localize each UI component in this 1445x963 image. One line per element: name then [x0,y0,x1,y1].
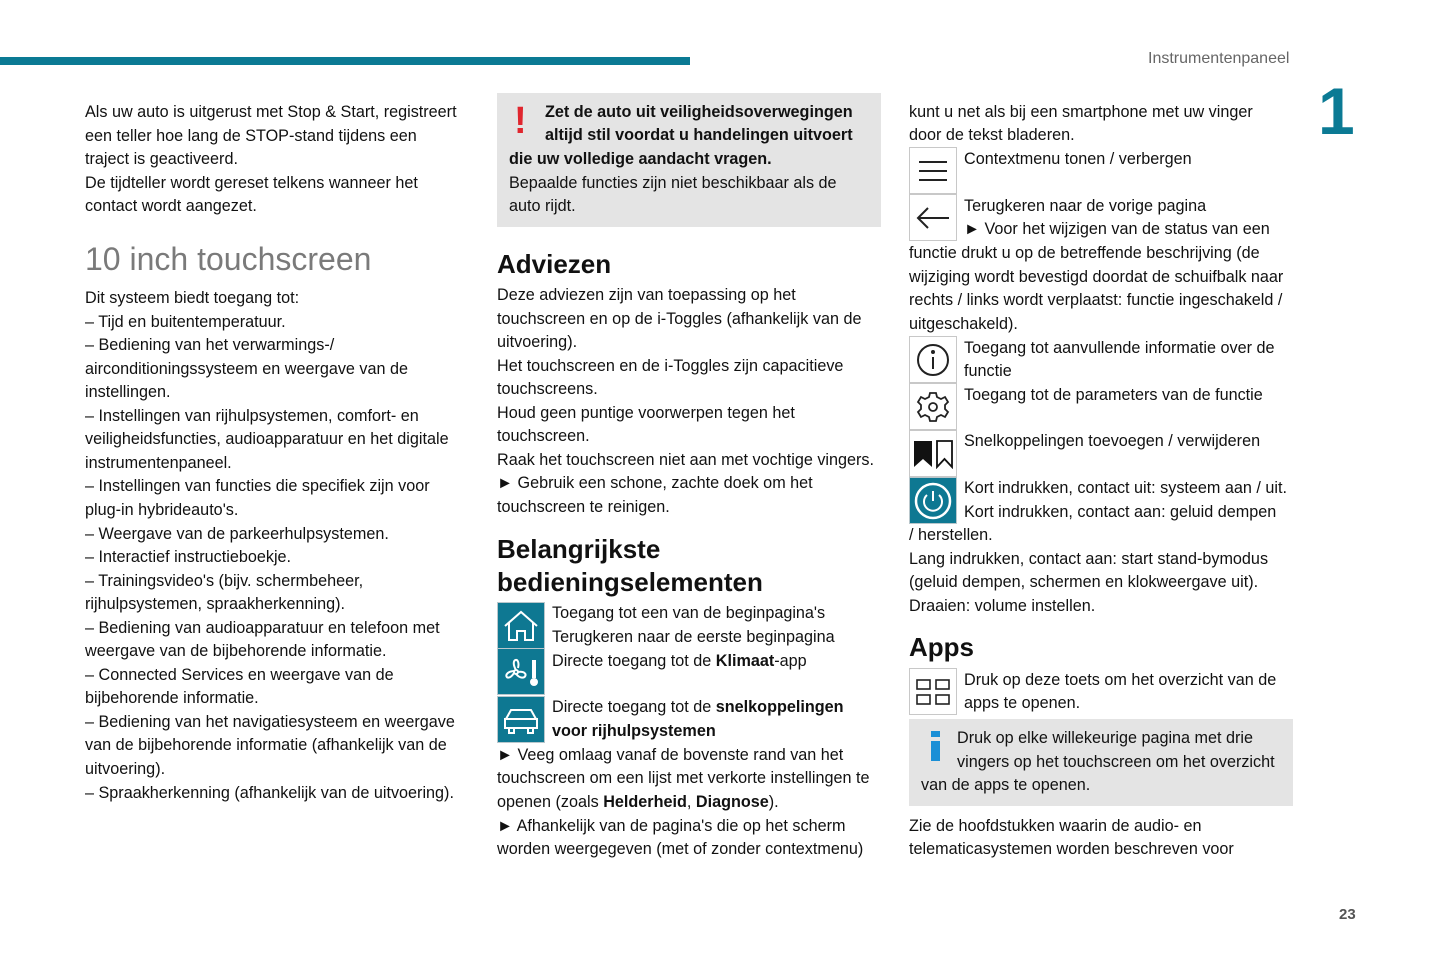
apps-heading: Apps [909,632,974,662]
text-line: Houd geen puntige voorwerpen tegen het [497,403,795,422]
text-line: instellingen. [85,383,171,402]
back-arrow-icon [909,194,957,241]
text-line: uitvoering). [85,760,166,778]
scroll-text: kunt u net als bij een smartphone met uw vinger [909,103,1253,121]
text-line: Raak het touchscreen niet aan met vochtige vingers. [497,450,875,469]
text-line: Deze adviezen zijn van toepassing op het [497,286,796,304]
section-title: Instrumentenpaneel [1148,50,1290,67]
context-text: ► Afhankelijk van de pagina's die op het scherm [497,817,846,835]
climate-text [552,649,807,673]
power-text: Kort indrukken, contact uit: systeem aan / uit. [964,479,1288,497]
text-line: – Bediening van audioapparatuur en telefoon met [85,618,440,637]
touchscreen-heading: 10 inch touchscreen [85,241,372,277]
power-icon [909,477,957,524]
text-line: airconditioningssysteem en weergave van de [85,359,409,378]
text-line: weergave van de bijbehorende informatie. [85,642,387,661]
power-text: (geluid dempen, schermen en klokweergave uit). [909,573,1259,591]
text-line: – Trainingsvideo's (bijv. schermbeheer, [85,571,364,590]
text-line: – Instellingen van rijhulpsystemen, comfort- en [85,406,419,425]
bold-text: snelkoppelingen [715,698,844,716]
section-bar [0,57,690,65]
text-line: – Instellingen van functies die specifiek zijn voor [85,477,430,496]
climate-icon [497,648,545,695]
context-text: worden weergegeven (met of zonder contextmenu) [497,840,864,858]
text-line: rijhulpsystemen, spraakherkenning). [85,595,346,614]
info-icon [909,336,957,383]
text-line: touchscreen en op de i-Toggles (afhankelijk van de [497,309,862,328]
swipe-text: touchscreen om een lijst met verkorte instellingen te [497,769,870,787]
text-line: van de bijbehorende informatie (afhankelijk van de [85,736,447,755]
text-line: plug-in hybrideauto's. [85,500,239,519]
status-text: functie drukt u op de betreffende beschrijving (de [909,244,1260,262]
car-text: voor rijhulpsystemen [552,722,716,740]
scroll-text: door de tekst bladeren. [909,126,1075,144]
controls-heading: Belangrijkste [497,534,661,564]
gear-text: Toegang tot de parameters van de functie [964,386,1263,404]
text-line: touchscreens. [497,380,598,399]
text-line: Het touchscreen en de i-Toggles zijn capacitieve [497,356,844,375]
text-line: veiligheidsfuncties, audioapparatuur en het digitale [85,430,449,449]
home-text: Toegang tot een van de beginpagina's [552,604,826,622]
text: , [686,793,696,811]
text-line: een teller hoe lang de STOP-stand tijdens een [85,126,417,145]
tip-text: vingers op het touchscreen om het overzicht [957,753,1275,771]
text-line: – Weergave van de parkeerhulpsystemen. [85,524,389,543]
swipe-text [497,790,779,814]
status-text: ► Voor het wijzigen van de status van een [964,220,1270,238]
power-text: Kort indrukken, contact aan: geluid dempen [964,503,1277,521]
apps-text: apps te openen. [964,694,1081,712]
text-line: touchscreen. [497,427,590,446]
closing-text: telematicasystemen worden beschreven voor [909,840,1234,858]
text-line: – Bediening van het verwarmings-/ [85,336,335,355]
text-line: traject is geactiveerd. [85,150,238,168]
warning-text: Bepaalde functies zijn niet beschikbaar als de [509,174,837,192]
car-icon [497,696,545,743]
home-icon [497,602,545,649]
text-line: touchscreen te reinigen. [497,497,670,516]
info-text: Toegang tot aanvullende informatie over de [964,339,1275,357]
gear-icon [909,383,957,430]
text: openen (zoals [497,793,604,811]
text-line: ► Gebruik een schone, zachte doek om het [497,474,813,493]
text: Directe toegang tot de [552,698,716,716]
text-line: uitvoering). [497,333,578,352]
info-tip-icon [930,731,942,761]
bookmark-text: Snelkoppelingen toevoegen / verwijderen [964,432,1261,450]
text-line: – Bediening van het navigatiesysteem en weergave [85,712,455,731]
back-text: Terugkeren naar de vorige pagina [964,197,1207,215]
warning-text: Zet de auto uit veiligheidsoverwegingen [545,103,853,121]
tip-text: van de apps te openen. [921,776,1091,794]
text-line: – Connected Services en weergave van de [85,665,394,684]
warning-icon: ! [514,100,527,142]
text-line: De tijdteller wordt gereset telkens wanneer het [85,173,418,192]
bold-text: Diagnose [695,793,769,811]
apps-grid-icon [909,668,957,715]
closing-text: Zie de hoofdstukken waarin de audio- en [909,817,1202,835]
text-line: – Tijd en buitentemperatuur. [85,312,286,331]
warning-text: die uw volledige aandacht vragen. [509,150,772,168]
home-text: Terugkeren naar de eerste beginpagina [552,628,835,646]
status-text: uitgeschakeld). [909,315,1018,333]
bold-text: Helderheid [603,793,687,811]
bookmark-icon [909,430,957,477]
text-line: Dit systeem biedt toegang tot: [85,289,300,307]
text-line: contact wordt aangezet. [85,197,257,215]
adviezen-heading: Adviezen [497,249,612,279]
text: ). [768,793,779,811]
info-text: functie [964,362,1012,380]
power-text: / herstellen. [909,526,993,544]
page-number: 23 [1339,906,1356,923]
warning-text: altijd stil voordat u handelingen uitvoert [545,126,853,144]
status-text: wijziging wordt bevestigd doordat de schuifbalk naar [909,268,1284,286]
text-line: Als uw auto is uitgerust met Stop & Start, registreert [85,103,457,121]
bold-text: Klimaat [715,652,775,670]
controls-heading: bedieningselementen [497,567,763,597]
text: -app [774,652,807,670]
chapter-number: 1 [1318,74,1355,148]
power-text: Draaien: volume instellen. [909,597,1096,615]
tip-text: Druk op elke willekeurige pagina met drie [957,729,1254,747]
swipe-text: ► Veeg omlaag vanaf de bovenste rand van het [497,746,844,764]
text-line: – Spraakherkenning (afhankelijk van de uitvoering). [85,783,454,802]
text: Directe toegang tot de [552,652,716,670]
text-line: bijbehorende informatie. [85,689,259,708]
menu-text: Contextmenu tonen / verbergen [964,150,1192,168]
status-text: rechts / links wordt verplaatst: functie ingeschakeld / [909,291,1283,309]
menu-icon [909,147,957,194]
text-line: – Interactief instructieboekje. [85,548,292,567]
apps-text: Druk op deze toets om het overzicht van de [964,671,1277,689]
car-text [552,695,844,719]
text-line: instrumentenpaneel. [85,453,232,472]
warning-text: auto rijdt. [509,197,576,215]
power-text: Lang indrukken, contact aan: start stand-bymodus [909,550,1269,568]
